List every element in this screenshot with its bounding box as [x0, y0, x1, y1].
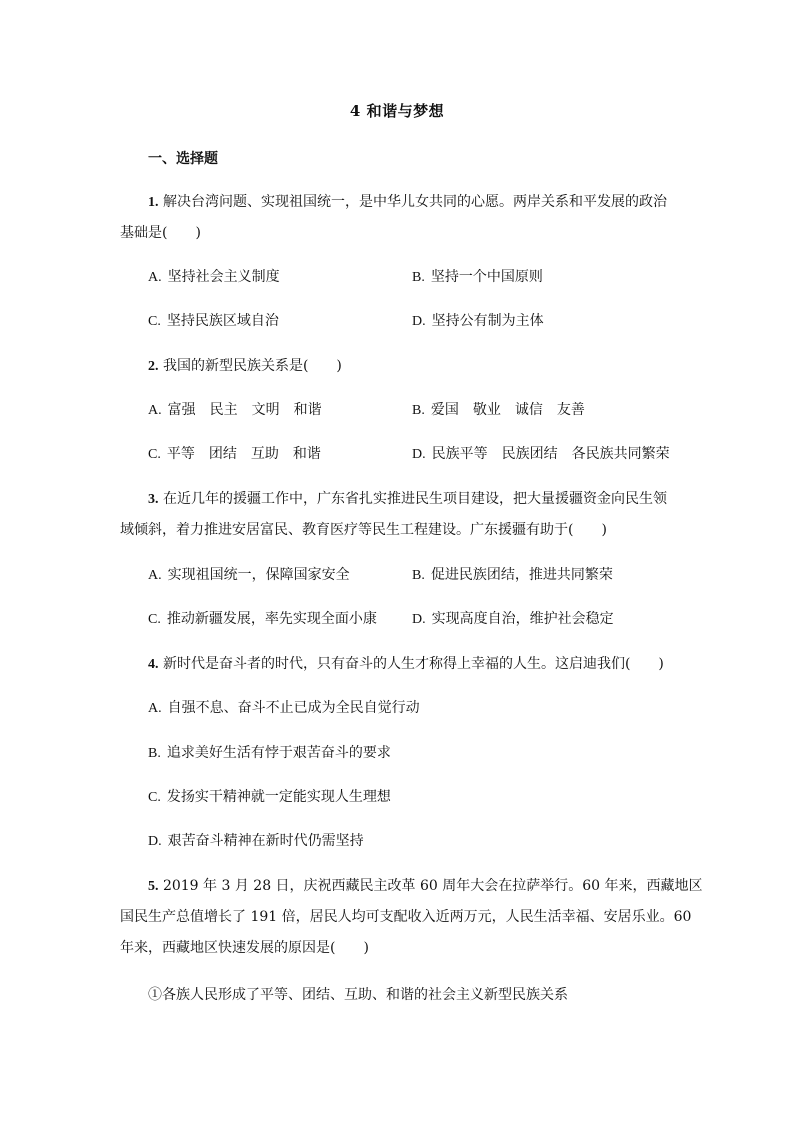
option-text: 坚持民族区域自治 [166, 313, 279, 329]
option-text: 民族平等 民族团结 各民族共同繁荣 [431, 446, 670, 462]
option-text: 实现高度自治，维护社会稳定 [431, 611, 614, 627]
question-1-option-d [412, 312, 544, 331]
option-text: 爱国 敬业 诚信 友善 [430, 402, 585, 418]
question-4-option-a [148, 699, 420, 718]
option-text: 坚持公有制为主体 [431, 313, 544, 329]
question-3-option-a [148, 566, 350, 585]
page-title: 4 和谐与梦想 [349, 102, 445, 120]
question-1-line-2: 基础是( ) [120, 225, 201, 241]
option-letter: D. [412, 314, 426, 329]
option-letter: A. [148, 270, 162, 285]
question-1-option-b [412, 268, 543, 287]
question-1-line-1 [148, 193, 667, 212]
question-1-option-a [148, 268, 280, 287]
option-text: 追求美好生活有悖于艰苦奋斗的要求 [166, 745, 391, 761]
question-5-line-1 [148, 877, 703, 896]
question-1-option-c [148, 312, 279, 331]
statement-text: 各族人民形成了平等、团结、互助、和谐的社会主义新型民族关系 [162, 987, 568, 1003]
option-letter: C. [148, 447, 161, 462]
option-letter: D. [412, 612, 426, 627]
question-3-line-2: 域倾斜，着力推进安居富民、教育医疗等民生工程建设。广东援疆有助于( ) [120, 522, 607, 538]
question-2-option-a [148, 401, 322, 420]
option-text: 实现祖国统一，保障国家安全 [167, 567, 350, 583]
question-5-text-1: 2019 年 3 月 28 日，庆祝西藏民主改革 60 周年大会在拉萨举行。60 年来，西藏地区 [162, 878, 703, 894]
question-2-line-1 [148, 357, 342, 376]
option-letter: A. [148, 403, 162, 418]
option-letter: B. [148, 746, 161, 761]
option-letter: B. [412, 270, 425, 285]
question-4-line-1 [148, 655, 664, 674]
question-5-line-2: 国民生产总值增长了 191 倍，居民人均可支配收入近两万元，人民生活幸福、安居乐业。60 [120, 909, 692, 925]
question-4-option-c [148, 788, 391, 807]
option-letter: A. [148, 568, 162, 583]
question-5-line-3: 年来，西藏地区快速发展的原因是( ) [120, 940, 369, 956]
section-heading: 一、选择题 [148, 151, 218, 167]
option-text: 艰苦奋斗精神在新时代仍需坚持 [167, 833, 364, 849]
option-text: 发扬实干精神就一定能实现人生理想 [166, 789, 391, 805]
question-2-option-c [148, 445, 321, 464]
question-4-option-d [148, 832, 364, 851]
question-2-number: 2. [148, 359, 159, 374]
question-5-number: 5. [148, 879, 159, 894]
option-text: 推动新疆发展，率先实现全面小康 [166, 611, 377, 627]
option-letter: C. [148, 790, 161, 805]
option-letter: D. [148, 834, 162, 849]
question-1-number: 1. [148, 195, 159, 210]
option-text: 平等 团结 互助 和谐 [166, 446, 321, 462]
question-4-number: 4. [148, 657, 159, 672]
option-letter: B. [412, 403, 425, 418]
option-text: 富强 民主 文明 和谐 [167, 402, 322, 418]
option-text: 促进民族团结，推进共同繁荣 [430, 567, 613, 583]
option-text: 自强不息、奋斗不止已成为全民自觉行动 [167, 700, 420, 716]
question-3-option-c [148, 610, 377, 629]
option-letter: C. [148, 612, 161, 627]
question-4-option-b [148, 744, 391, 763]
question-2-option-d [412, 445, 670, 464]
question-3-number: 3. [148, 492, 159, 507]
question-1-text-1: 解决台湾问题、实现祖国统一，是中华儿女共同的心愿。两岸关系和平发展的政治 [162, 194, 667, 210]
question-2-text-1: 我国的新型民族关系是( ) [162, 358, 342, 374]
option-letter: D. [412, 447, 426, 462]
question-3-line-1 [148, 490, 667, 509]
question-3-option-d [412, 610, 614, 629]
question-3-option-b [412, 566, 613, 585]
question-5-statement-1 [148, 986, 568, 1004]
question-3-text-1: 在近几年的援疆工作中，广东省扎实推进民生项目建设，把大量援疆资金向民生领 [162, 491, 667, 507]
statement-marker: ① [148, 987, 162, 1003]
question-4-text-1: 新时代是奋斗者的时代，只有奋斗的人生才称得上幸福的人生。这启迪我们( ) [162, 656, 664, 672]
option-text: 坚持一个中国原则 [430, 269, 543, 285]
option-letter: B. [412, 568, 425, 583]
option-letter: C. [148, 314, 161, 329]
option-letter: A. [148, 701, 162, 716]
option-text: 坚持社会主义制度 [167, 269, 280, 285]
question-2-option-b [412, 401, 585, 420]
